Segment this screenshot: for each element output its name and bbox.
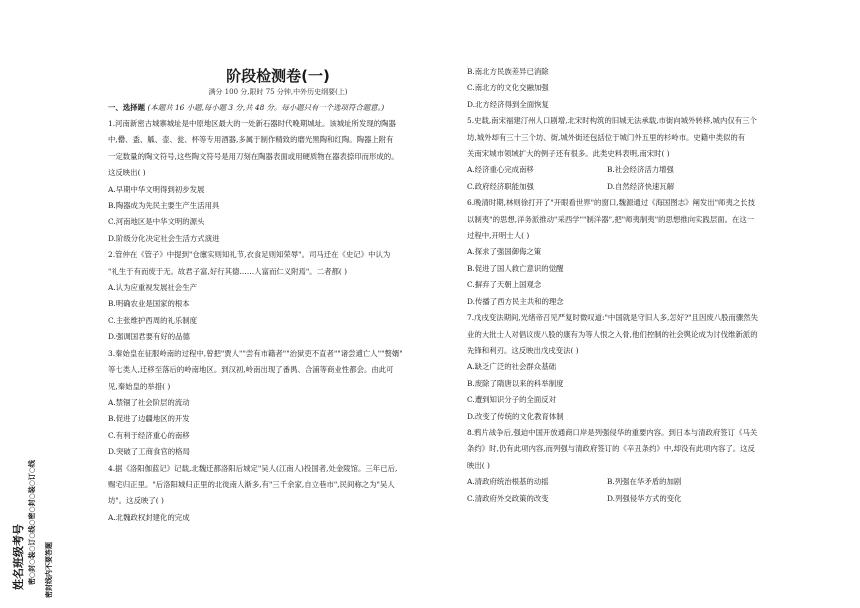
text-line: 这反映出( ) bbox=[108, 168, 146, 178]
text-line: C.遭到知识分子的全面反对 bbox=[467, 395, 557, 405]
option-item: C.政府经济职能加强 bbox=[467, 181, 534, 191]
student-info-label: 姓名班级考号 bbox=[12, 524, 25, 590]
text-line: 业的大批士人对倡议废八股的康有为等人恨之入骨,他们控制的社会舆论成为讨伐维新派的 bbox=[467, 329, 758, 339]
text-line: D.阶级分化决定社会生活方式演进 bbox=[108, 233, 220, 243]
option-item: B.社会经济活力增强 bbox=[607, 165, 674, 175]
text-line: 关南宋城市领域扩大的例子还有很多。此类史料表明,南宋时( ) bbox=[467, 149, 670, 159]
option-item: D.列强侵华方式的变化 bbox=[607, 493, 682, 503]
text-line: 3.秦始皇在征服岭南的过程中,曾把"贾人""尝有市籍者""治狱吏不直者""诸尝逋亡人""赘婿" bbox=[108, 348, 403, 358]
seal-line: 密○封○装○订○线○密○封○装○订○线 bbox=[28, 460, 36, 585]
text-line: 坊"。这反映了( ) bbox=[108, 496, 164, 506]
text-line: C.河南地区是中华文明的源头 bbox=[108, 217, 205, 227]
text-line: D.北方经济得到全面恢复 bbox=[467, 99, 549, 109]
text-line: 先锋和利刃。这反映出戊戌变法( ) bbox=[467, 345, 579, 355]
text-line: D.强调国君要有好的品德 bbox=[108, 332, 190, 342]
option-item: A.清政府统治根基的动摇 bbox=[467, 477, 549, 487]
text-line: B.陶器成为先民主要生产生活用具 bbox=[108, 201, 220, 211]
seal-warning: 密封线内不要答题 bbox=[45, 542, 53, 598]
text-line: 条约》时,仍有此项内容,而列强与清政府签订的《辛丑条约》中,却没有此项内容了。这反 bbox=[467, 444, 755, 454]
text-line: A.缺乏广泛的社会群众基础 bbox=[467, 362, 556, 372]
text-line: 等七类人,迁移至落后的岭南地区。到汉初,岭南出现了番禺、合浦等商业性都会。由此可 bbox=[108, 365, 394, 375]
option-item: C.清政府外交政策的改变 bbox=[467, 493, 549, 503]
options-row-q8-1 bbox=[467, 474, 807, 490]
text-line: B.促进了国人救亡意识的觉醒 bbox=[467, 263, 564, 273]
page-title: 阶段检测卷(一) bbox=[226, 67, 330, 85]
left-column bbox=[108, 64, 448, 526]
text-line: C.南北方的文化交融加强 bbox=[467, 83, 549, 93]
right-question-text-2 bbox=[467, 195, 807, 474]
text-line: A.认为应重视发展社会生产 bbox=[108, 283, 197, 293]
right-column bbox=[467, 64, 807, 507]
text-line: B.废除了隋唐以来的科举制度 bbox=[467, 378, 564, 388]
left-question-text bbox=[108, 116, 448, 526]
text-line: 过程中,开明士人( ) bbox=[467, 231, 530, 241]
text-line: 中,罍、盉、觚、壶、瓮、杯等专用酒器,多属于制作精致的磨光黑陶和红陶。陶器上附有 bbox=[108, 135, 394, 145]
text-line: D.改变了传统的文化教育体制 bbox=[467, 411, 564, 421]
text-line: 5.史载,南宋福建汀州人口剧增,北宋时构筑的旧城无法承载,市街向城外转移,城内仅有三个 bbox=[467, 116, 757, 126]
options-row-q5-2 bbox=[467, 179, 807, 195]
text-line: 7.戊戌变法期间,光绪帝召见严复时微叹道:"中国就是守旧人多,怎好?"且因废八股而骤然失 bbox=[467, 313, 759, 323]
text-line: A.北魏政权封建化的完成 bbox=[108, 512, 190, 522]
text-line: D.突破了工商食官的格局 bbox=[108, 447, 190, 457]
text-line: 映出( ) bbox=[467, 460, 490, 470]
option-item: B.列强在华矛盾的加剧 bbox=[607, 477, 682, 487]
section-title: 一、选择题 bbox=[108, 103, 145, 112]
option-item: A.经济重心完成南移 bbox=[467, 165, 534, 175]
text-line: 以制夷"的思想,洋务派推动"采西学""制洋器",把"师夷制夷"的思想推向实践层面。在这一 bbox=[467, 214, 755, 224]
text-line: 坊,城外却有三十三个坊、街,城外街还包括位于城门外五里的杉岭市。史籍中类似的有 bbox=[467, 132, 746, 142]
text-line: B.南北方民族差异已消除 bbox=[467, 67, 549, 76]
text-line: A.早期中华文明得到初步发展 bbox=[108, 184, 205, 194]
text-line: C.摒弃了天朝上国观念 bbox=[467, 280, 542, 290]
text-line: 1.河南新密古城寨城址是中原地区最大的一处新石器时代晚期城址。该城址所发现的陶器 bbox=[108, 119, 396, 128]
options-row-q8-2 bbox=[467, 491, 807, 507]
text-line: C.主张维护西周的礼乐制度 bbox=[108, 315, 198, 325]
options-row-q5-1 bbox=[467, 162, 807, 178]
text-line: 2.管仲在《管子》中提到"仓廪实则知礼节,衣食足则知荣辱"。司马迁在《史记》中认为 bbox=[108, 250, 391, 260]
text-line: D.传播了西方民主共和的理念 bbox=[467, 296, 564, 306]
section-heading bbox=[108, 100, 448, 116]
text-line: A.禁锢了社会阶层的流动 bbox=[108, 397, 190, 407]
option-item: D.自然经济快速瓦解 bbox=[607, 181, 675, 191]
text-line: 一定数量的陶文符号,这些陶文符号是用刀刻在陶器表面或用硬质物在器表捺印而形成的。 bbox=[108, 151, 399, 161]
text-line: "礼生于有而废于无。故君子富,好行其德……人富而仁义附焉"。二者都( ) bbox=[108, 266, 347, 276]
text-line: 赐宅归正里。"后洛阳城归正里的北徙南人渐多,有"三千余家,自立巷市",民间称之为"吴人 bbox=[108, 479, 395, 489]
text-line: 6.晚清时期,林则徐打开了"开眼看世界"的窗口,魏源通过《海国图志》阐发出"师夷之长技 bbox=[467, 198, 756, 208]
text-line: B.明确农业是国家的根本 bbox=[108, 299, 190, 309]
right-question-text-1 bbox=[467, 64, 807, 162]
text-line: 4.据《洛阳伽蓝记》记载,北魏迁都洛阳后城定"吴人(江南人)投国者,处金陵馆。三年已后, bbox=[108, 463, 398, 473]
binding-margin bbox=[0, 380, 60, 608]
text-line: B.促进了边疆地区的开发 bbox=[108, 414, 190, 424]
text-line: A.探求了强国御侮之策 bbox=[467, 247, 542, 257]
exam-info: 满分 100 分,限时 75 分钟,中外历史纲要(上) bbox=[208, 88, 348, 96]
text-line: 见,秦始皇的举措( ) bbox=[108, 381, 171, 391]
section-note: (本题共 16 小题,每小题 3 分,共 48 分。每小题只有一个选项符合题意。) bbox=[147, 103, 385, 112]
text-line: C.有利于经济重心的南移 bbox=[108, 430, 190, 440]
text-line: 8.鸦片战争后,强迫中国开放通商口岸是列强侵华的重要内容。到日本与清政府签订《马关 bbox=[467, 427, 758, 437]
